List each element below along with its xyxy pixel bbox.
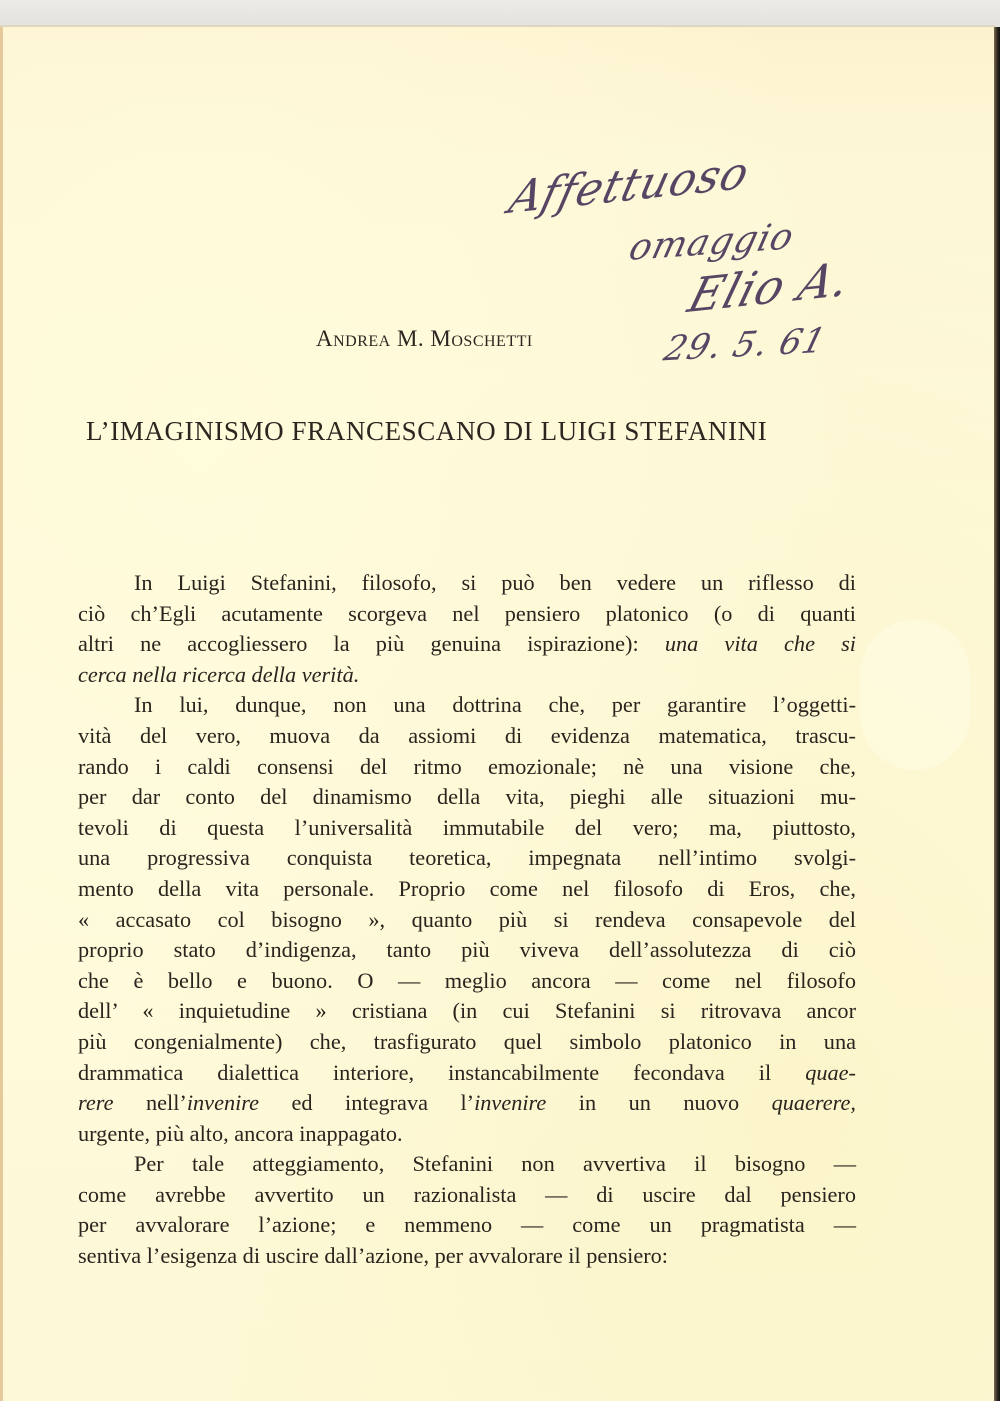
article-body: [78, 568, 856, 1272]
text-segment: in un nuovo: [546, 1090, 772, 1116]
text-line: [78, 752, 856, 783]
dedication-signature: Elio A.: [682, 250, 858, 324]
italic-text: quae-: [805, 1059, 856, 1085]
text-segment: tevoli di questa l’universalità immutabile del vero; ma, piuttosto,: [78, 814, 856, 840]
text-line: [78, 1241, 856, 1272]
text-segment: dell’ « inquietudine » cristiana (in cui Stefanini si ritrovava ancor: [78, 998, 856, 1024]
text-segment: ed integrava l’: [259, 1090, 475, 1116]
text-line: [78, 629, 856, 660]
text-line: [78, 690, 856, 721]
text-segment: ciò ch’Egli acutamente scorgeva nel pensiero platonico (o di quanti: [78, 600, 856, 626]
text-segment: drammatica dialettica interiore, instancabilmente fecondava il: [78, 1059, 806, 1085]
text-segment: che è bello e buono. O — meglio ancora — come nel filosofo: [78, 967, 856, 993]
text-line: [78, 843, 856, 874]
text-segment: mento della vita personale. Proprio come nel filosofo di Eros, che,: [78, 875, 856, 901]
text-line: [78, 1210, 856, 1241]
text-segment: sentiva l’esigenza di uscire dall’azione, per avvalorare il pensiero:: [78, 1243, 668, 1269]
text-line: [78, 1180, 856, 1211]
text-line: [78, 721, 856, 752]
text-segment: vità del vero, muova da assiomi di evidenza matematica, trascu-: [78, 722, 856, 748]
text-segment: più congenialmente) che, trasfigurato quel simbolo platonico in una: [78, 1028, 856, 1054]
dedication-line: Affettuoso: [504, 146, 755, 225]
text-line: [78, 1119, 856, 1150]
paragraph: [78, 568, 856, 690]
text-line: [78, 874, 856, 905]
text-segment: una progressiva conquista teoretica, impegnata nell’intimo svolgi-: [78, 845, 856, 871]
text-line: [78, 966, 856, 997]
scanner-background-strip: [0, 0, 1000, 27]
article-title: L’IMAGINISMO FRANCESCANO DI LUIGI STEFANINI: [86, 416, 768, 446]
text-line: [78, 660, 856, 691]
text-segment: rando i caldi consensi del ritmo emozionale; nè una visione che,: [78, 753, 856, 779]
italic-text: cerca nella ricerca della verità.: [78, 661, 360, 687]
text-line: [78, 935, 856, 966]
text-segment: per dar conto del dinamismo della vita, pieghi alle situazioni mu-: [78, 784, 856, 810]
italic-text: invenire: [474, 1090, 547, 1116]
text-line: [78, 1058, 856, 1089]
text-segment: In Luigi Stefanini, filosofo, si può ben vedere un riflesso di: [134, 570, 856, 595]
text-line: [78, 1149, 856, 1180]
text-segment: urgente, più alto, ancora inappagato.: [78, 1120, 403, 1146]
text-segment: come avrebbe avvertito un razionalista — di uscire dal pensiero: [78, 1181, 856, 1207]
paragraph: [78, 1149, 856, 1271]
text-segment: « accasato col bisogno », quanto più si rendeva consapevole del: [78, 906, 856, 932]
text-line: [78, 599, 856, 630]
text-line: [78, 568, 856, 599]
italic-text: invenire: [186, 1090, 260, 1116]
text-segment: Per tale atteggiamento, Stefanini non avvertiva il bisogno —: [134, 1151, 856, 1177]
italic-text: quaerere,: [771, 1090, 856, 1116]
text-segment: In lui, dunque, non una dottrina che, per garantire l’oggetti-: [134, 692, 856, 718]
text-line: [78, 905, 856, 936]
faint-watermark: [860, 620, 970, 770]
text-line: [78, 1088, 856, 1119]
handwritten-dedication: [500, 140, 920, 380]
dedication-line: omaggio: [624, 215, 799, 270]
italic-text: una vita che si: [664, 631, 856, 657]
text-line: [78, 782, 856, 813]
paragraph: [78, 690, 856, 1149]
text-line: [78, 813, 856, 844]
text-segment: per avvalorare l’azione; e nemmeno — come un pragmatista —: [78, 1212, 856, 1238]
text-segment: nell’: [113, 1090, 187, 1116]
text-segment: proprio stato d’indigenza, tanto più viveva dell’assolutezza di ciò: [78, 937, 856, 963]
author-name: Andrea M. Moschetti: [316, 326, 533, 351]
italic-text: rere: [78, 1090, 114, 1116]
text-segment: altri ne accogliessero la più genuina ispirazione):: [78, 631, 665, 657]
dedication-date: 29. 5. 61: [659, 320, 831, 370]
page-right-edge: [994, 27, 1000, 1401]
text-line: [78, 1027, 856, 1058]
text-line: [78, 996, 856, 1027]
